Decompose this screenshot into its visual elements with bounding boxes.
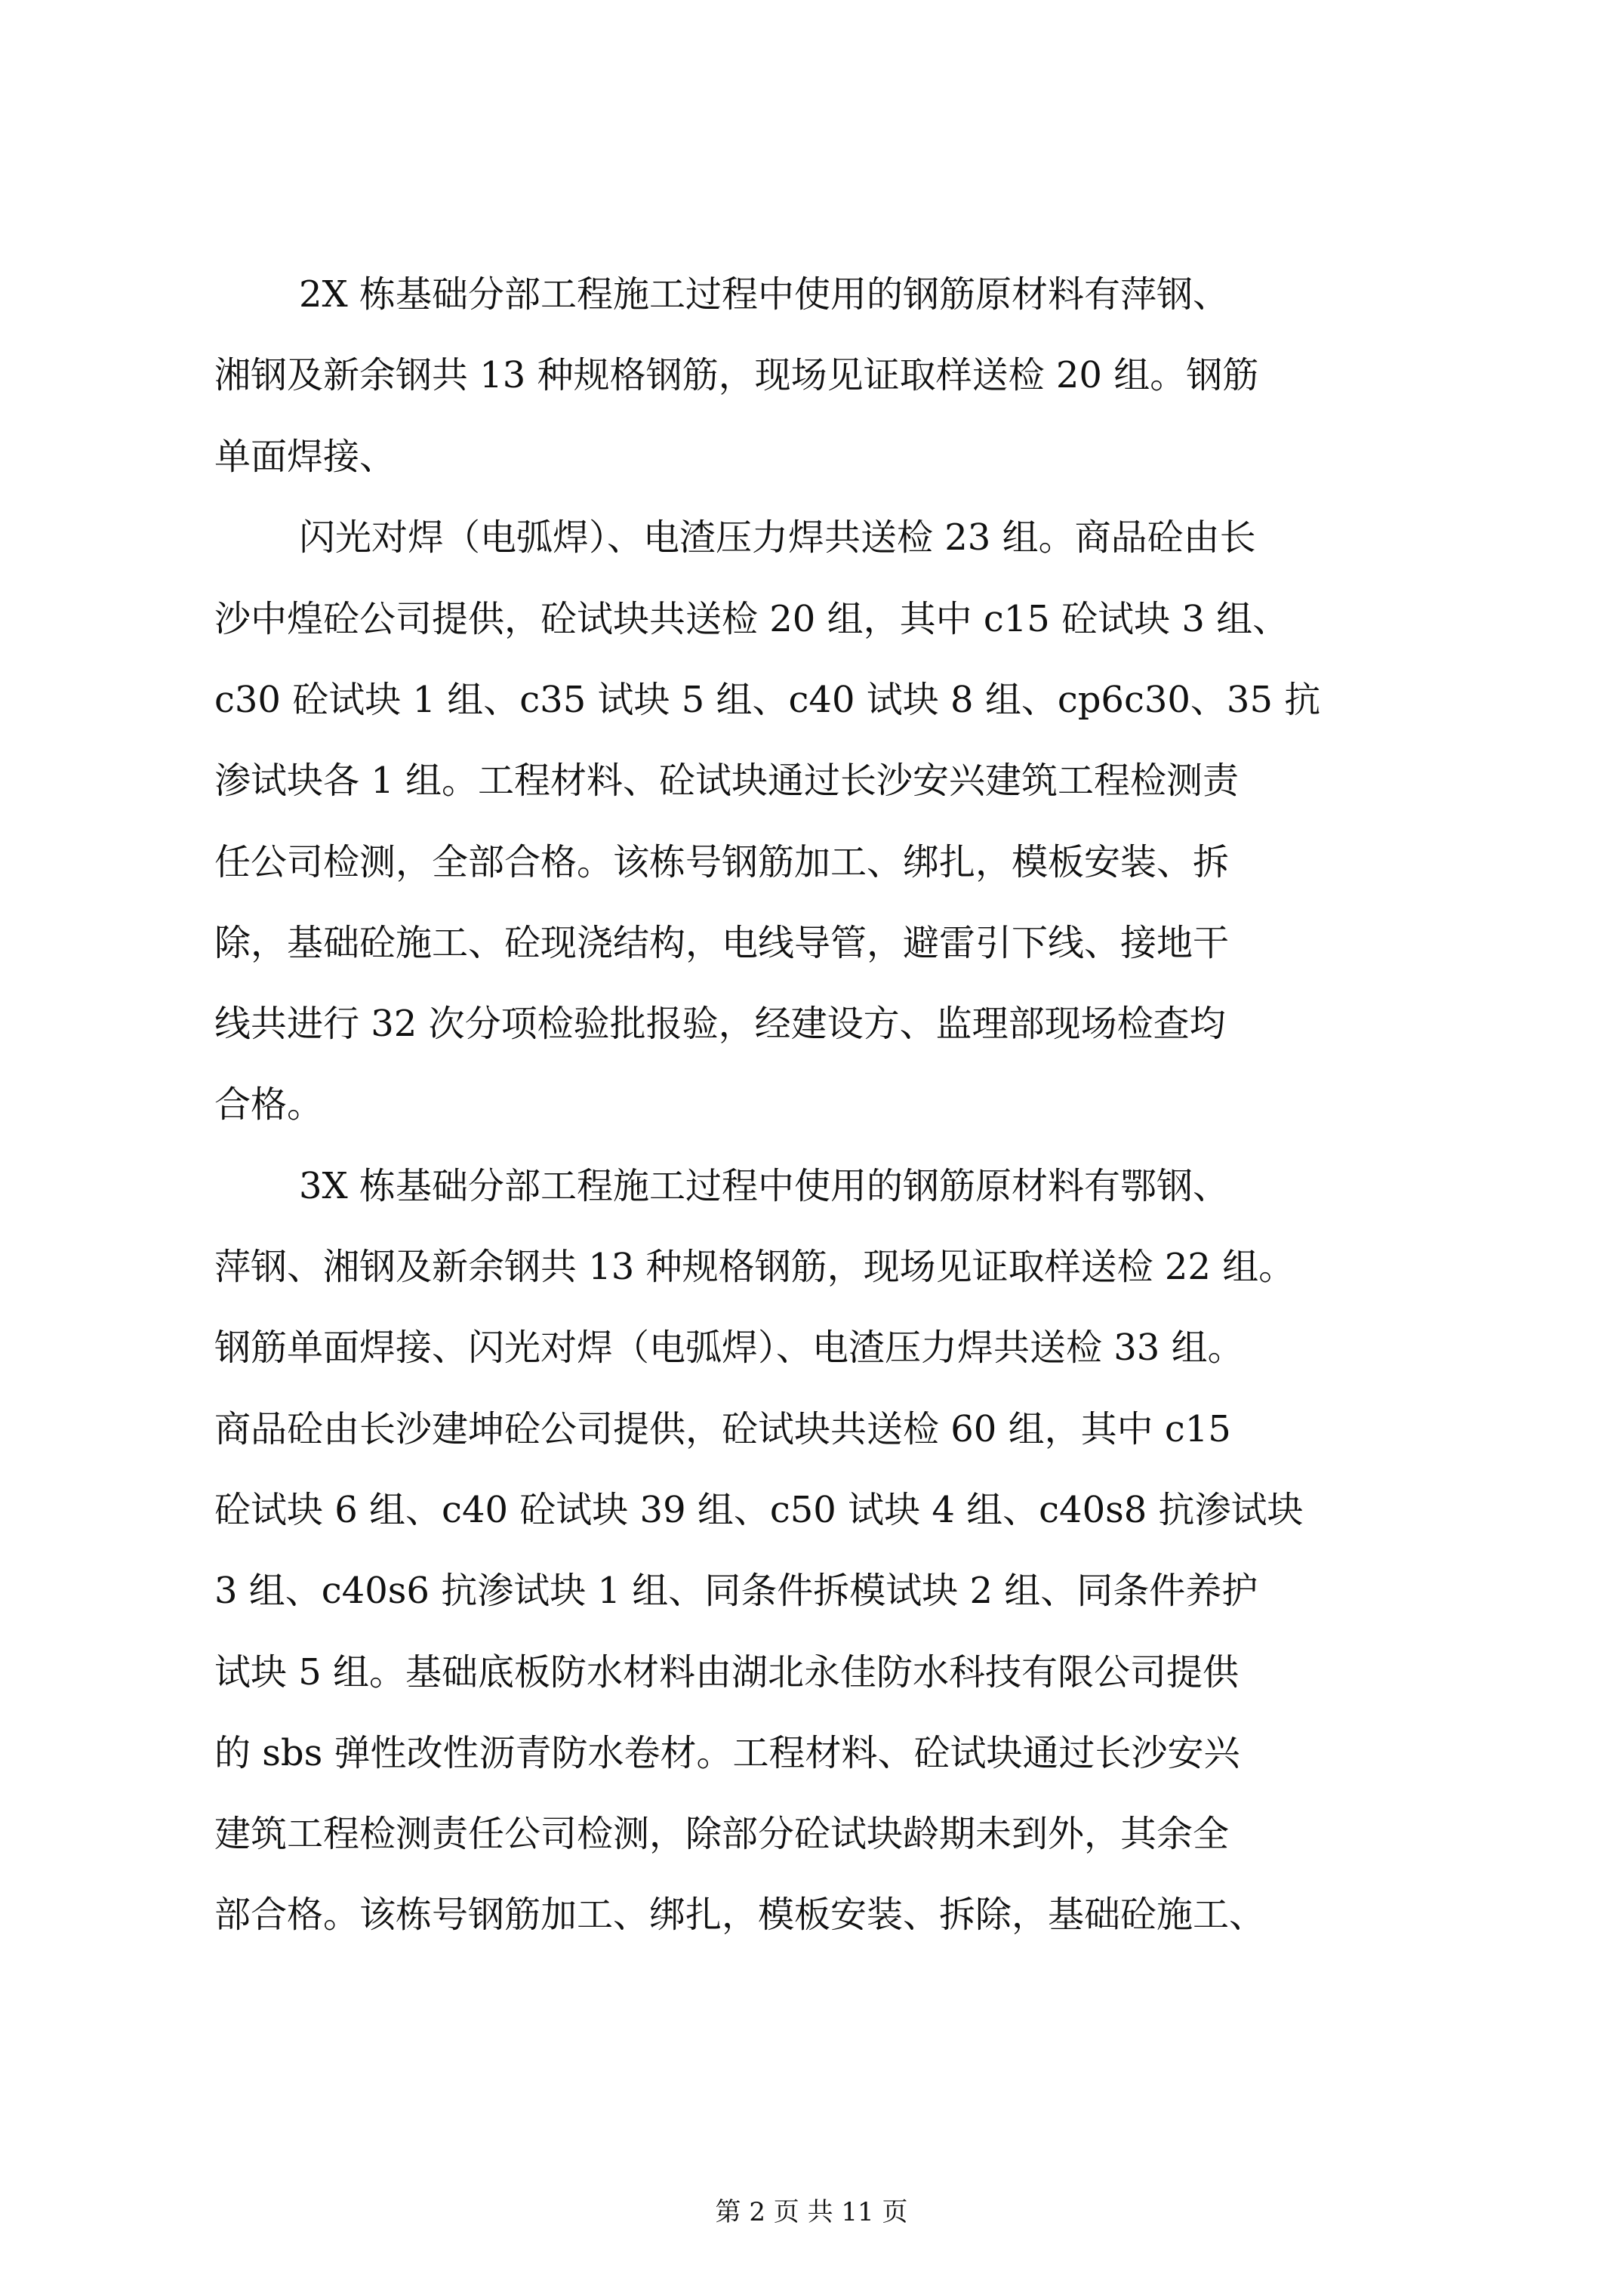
text-line: 合格。 <box>214 1083 324 1126</box>
text-line: 渗试块各 1 组。工程材料、砼试块通过长沙安兴建筑工程检测责 <box>214 760 1240 802</box>
text-line: 的 sbs 弹性改性沥青防水卷材。工程材料、砼试块通过长沙安兴 <box>214 1732 1240 1774</box>
text-line: 3 组、c40s6 抗渗试块 1 组、同条件拆模试块 2 组、同条件养护 <box>214 1570 1258 1612</box>
page-footer: 第 2 页 共 11 页 <box>715 2197 908 2227</box>
text-line: 部合格。该栋号钢筋加工、绑扎，模板安装、拆除，基础砼施工、 <box>214 1894 1266 1936</box>
text-line: 钢筋单面焊接、闪光对焊（电弧焊）、电渣压力焊共送检 33 组。 <box>214 1327 1244 1369</box>
text-line: 萍钢、湘钢及新余钢共 13 种规格钢筋，现场见证取样送检 22 组。 <box>214 1246 1295 1288</box>
text-line: 闪光对焊（电弧焊）、电渣压力焊共送检 23 组。商品砼由长 <box>299 516 1256 559</box>
text-line: 试块 5 组。基础底板防水材料由湖北永佳防水科技有限公司提供 <box>214 1651 1240 1693</box>
text-line: 2X 栋基础分部工程施工过程中使用的钢筋原材料有萍钢、 <box>299 273 1229 316</box>
text-line: 单面焊接、 <box>214 436 396 478</box>
text-line: 除，基础砼施工、砼现浇结构，电线导管，避雷引下线、接地干 <box>214 922 1230 964</box>
text-line: 湘钢及新余钢共 13 种规格钢筋，现场见证取样送检 20 组。钢筋 <box>214 354 1259 396</box>
text-line: c30 砼试块 1 组、c35 试块 5 组、c40 试块 8 组、cp6c30、35 抗 <box>214 679 1321 721</box>
text-line: 任公司检测，全部合格。该栋号钢筋加工、绑扎，模板安装、拆 <box>214 841 1230 883</box>
text-line: 建筑工程检测责任公司检测，除部分砼试块龄期未到外，其余全 <box>214 1813 1230 1855</box>
text-line: 沙中煌砼公司提供，砼试块共送检 20 组，其中 c15 砼试块 3 组、 <box>214 598 1289 640</box>
text-line: 线共进行 32 次分项检验批报验，经建设方、监理部现场检查均 <box>214 1003 1226 1045</box>
text-line: 商品砼由长沙建坤砼公司提供，砼试块共送检 60 组，其中 c15 <box>214 1408 1231 1450</box>
text-line: 3X 栋基础分部工程施工过程中使用的钢筋原材料有鄂钢、 <box>299 1165 1229 1207</box>
text-line: 砼试块 6 组、c40 砼试块 39 组、c50 试块 4 组、c40s8 抗渗试块 <box>214 1489 1304 1531</box>
